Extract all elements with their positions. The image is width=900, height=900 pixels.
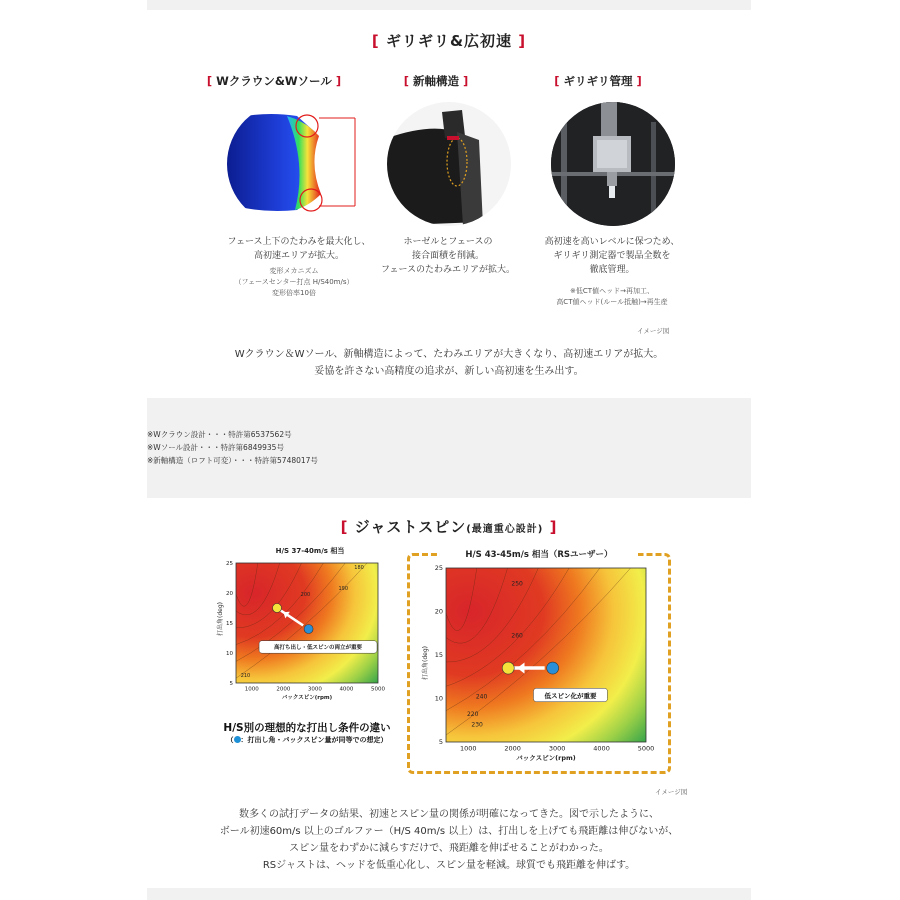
- item-title-control: [ ギリギリ管理 ]: [554, 74, 642, 88]
- annotation-label: 低スピン化が重要: [544, 691, 597, 700]
- chart-caption-note: （ ：打出し角・バックスピン量が同等での想定）: [226, 736, 388, 744]
- x-axis-label: バックスピン(rpm): [281, 695, 333, 701]
- y-tick-label: 15: [226, 620, 233, 627]
- x-tick-label: 5000: [637, 744, 655, 753]
- y-tick-label: 25: [434, 564, 443, 573]
- image-note: イメージ図: [637, 327, 670, 335]
- y-tick-label: 15: [434, 651, 443, 660]
- x-tick-label: 1000: [459, 744, 477, 753]
- contour-label: 210: [240, 673, 251, 679]
- current-point: [304, 625, 313, 634]
- patent-notes: ※Wクラウン設計・・・特許第6537562号 ※Wソール設計・・・特許第6849935号 ※新軸構造（ロフト可変）・・・特許第5748017号: [147, 430, 318, 465]
- section-title: [ ギリギリ&広初速 ]: [371, 32, 527, 50]
- item-title-shaft: [ 新軸構造 ]: [403, 74, 469, 88]
- callout-lines: [307, 114, 367, 214]
- justspin-summary: 数多くの試打データの結果、初速とスピン量の関係が明確になってきた。図で示したように、 ボール初速60m/s 以上のゴルファー（H/S 40m/s 以上）は、打出しを上げても飛距離は伸びないが、 スピン量をわずかに減らすだけで、飛距離を伸ばせることがわかった。 RSジャストは、ヘッドを低重心化し、スピン量を軽減。球質でも飛距離を伸ばす。: [219, 809, 679, 871]
- measuring-machine-image: [551, 102, 675, 226]
- contour-label: 230: [471, 721, 483, 729]
- x-tick-label: 4000: [593, 744, 610, 753]
- current-point: [547, 662, 559, 674]
- chart-left-title: H/S 37-40m/s 相当: [275, 547, 345, 555]
- chart-caption-title: H/S別の理想的な打出し条件の違い: [223, 722, 391, 734]
- chart-right: [414, 562, 664, 768]
- y-tick-label: 10: [226, 650, 233, 657]
- ideal-point: [273, 604, 282, 613]
- blue-dot-icon: [234, 736, 241, 743]
- contour-label: 250: [511, 580, 523, 588]
- item-title-crown-sole: [ Wクラウン&Wソール ]: [206, 74, 342, 88]
- y-tick-label: 10: [434, 694, 443, 703]
- y-tick-label: 5: [438, 738, 443, 747]
- section-speed: [147, 10, 751, 398]
- section-title-justspin: [ ジャストスピン(最適重心設計) ]: [340, 518, 558, 536]
- item-note-control: ※低CT値ヘッド→再加工、 高CT値ヘッド(ルール抵触)→再生産: [556, 287, 668, 306]
- x-tick-label: 4000: [339, 686, 354, 693]
- x-tick-label: 2000: [504, 744, 521, 753]
- item-desc-shaft: ホーゼルとフェースの 接合面積を削減。 フェースのたわみエリアが拡大。: [380, 237, 516, 275]
- chart-right-ylabel: 打出角(deg): [422, 646, 429, 680]
- item-desc-control: 高初速を高いレベルに保つため、 ギリギリ測定器で製品全数を 徹底管理。: [544, 237, 680, 275]
- contour-label: 200: [300, 592, 311, 598]
- annotation-label: 高打ち出し・低スピンの両立が重要: [274, 645, 363, 652]
- contour-label: 190: [338, 586, 349, 592]
- section-summary: Wクラウン＆Wソール、新軸構造によって、たわみエリアが大きくなり、高初速エリアが拡大。 妥協を許さない高精度の追求が、新しい高初速を生み出す。: [234, 349, 664, 377]
- contour-label: 260: [511, 632, 523, 640]
- item-note-crown-sole: 変形メカニズム （フェースセンター打点 H/S40m/s） 変形倍率10倍: [234, 267, 354, 297]
- contour-label: 180: [354, 565, 364, 571]
- x-axis-label: バックスピン(rpm): [516, 754, 576, 762]
- y-tick-label: 5: [229, 680, 233, 687]
- x-tick-label: 3000: [307, 686, 322, 693]
- y-tick-label: 20: [226, 590, 233, 597]
- contour-label: 240: [475, 693, 488, 701]
- x-tick-label: 1000: [244, 686, 259, 693]
- item-desc-crown-sole: フェース上下のたわみを最大化し、 高初速エリアが拡大。: [227, 237, 371, 261]
- x-tick-label: 2000: [276, 686, 291, 693]
- contour-label: 220: [466, 710, 479, 718]
- ideal-point: [502, 662, 514, 674]
- chart-left: [210, 556, 390, 706]
- shaft-structure-image: [387, 102, 511, 226]
- x-tick-label: 5000: [371, 686, 385, 693]
- y-tick-label: 20: [434, 607, 443, 616]
- y-tick-label: 25: [226, 560, 233, 567]
- chart-left-ylabel: 打出角(deg): [217, 602, 224, 636]
- x-tick-label: 3000: [548, 744, 566, 753]
- chart-right-title: H/S 43-45m/s 相当（RSユーザー）: [440, 548, 638, 560]
- image-note-2: イメージ図: [655, 788, 688, 796]
